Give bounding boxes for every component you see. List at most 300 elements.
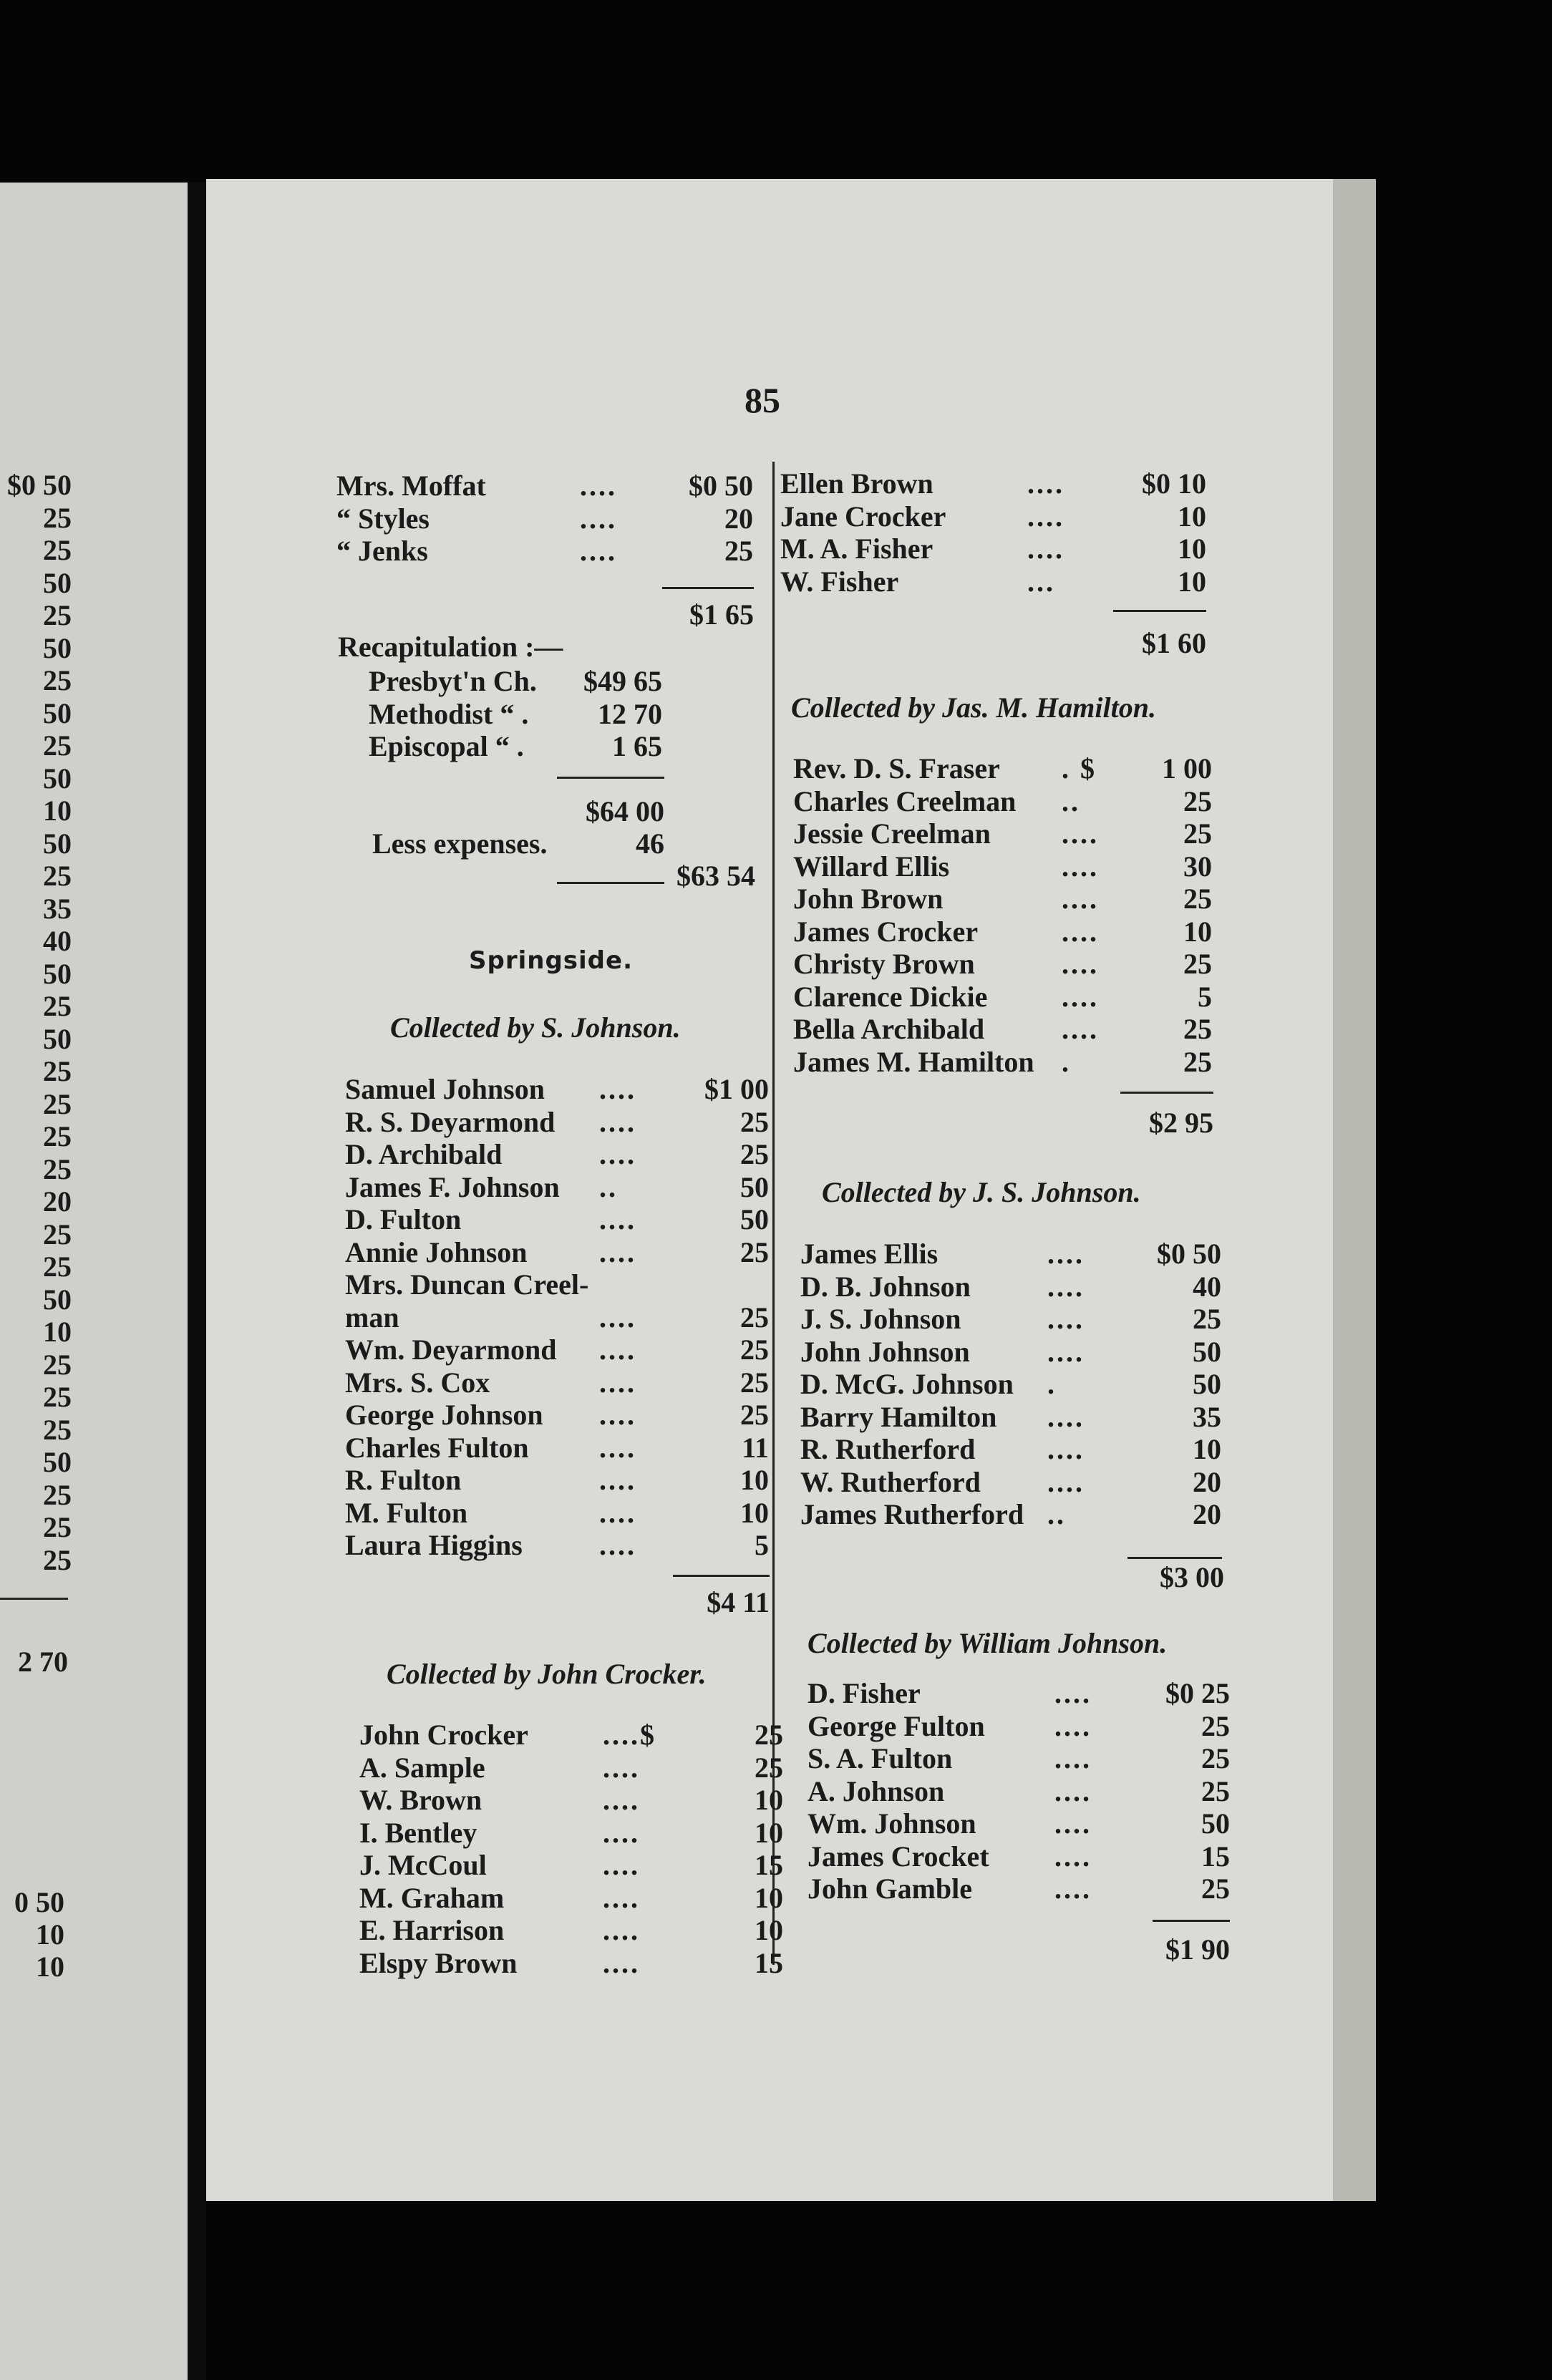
entry-amount: 25 (1201, 1774, 1230, 1807)
entry-amount: 15 (1201, 1840, 1230, 1873)
entry-amount: 12 70 (598, 697, 662, 730)
entry-amount: 10 (1178, 565, 1206, 598)
entry-amount: $49 65 (583, 665, 662, 697)
entry-amount: 10 (755, 1784, 783, 1816)
entry-name: D. Archibald (345, 1138, 503, 1170)
list-item (345, 1398, 769, 1431)
list-item (793, 915, 1212, 948)
entry-name: John Gamble (807, 1873, 973, 1905)
previous-page-amount: 10 (43, 1316, 72, 1348)
previous-page-amount: 10 (36, 1951, 64, 1983)
william-list (807, 1676, 1230, 1905)
entry-name: James Crocker (793, 915, 979, 948)
entry-amount: 11 (742, 1431, 769, 1464)
previous-page-amount: 25 (43, 501, 72, 534)
entry-amount: 25 (1183, 948, 1212, 980)
entry-name: Clarence Dickie (793, 980, 988, 1013)
previous-page-amounts (0, 469, 72, 1576)
entry-amount: 30 (1183, 850, 1212, 883)
list-item (345, 1137, 769, 1170)
js-johnson-list (800, 1237, 1221, 1530)
entry-name: man (345, 1301, 399, 1334)
entry-name: James Crocket (807, 1840, 989, 1873)
previous-page-amount: 35 (43, 892, 72, 925)
list-item (800, 1465, 1221, 1498)
leader-dots: .... (1047, 1433, 1085, 1465)
list-item (807, 1840, 1230, 1873)
johnson-list (345, 1072, 769, 1561)
entry-name: John Brown (793, 883, 944, 915)
moffat-total-rule (662, 587, 754, 589)
list-item (793, 752, 1212, 785)
list-item (345, 1431, 769, 1464)
entry-amount: 25 (1183, 817, 1212, 850)
entry-amount: 20 (724, 502, 753, 535)
leader-dots: .... (1054, 1677, 1092, 1709)
leader-dots: .... (603, 1751, 640, 1784)
list-item (345, 1268, 769, 1301)
leader-dots: ... (1027, 565, 1055, 598)
previous-page-amount: 50 (43, 1283, 72, 1316)
entry-name: Annie Johnson (345, 1235, 528, 1268)
list-item (345, 1105, 769, 1138)
previous-page-amount: 25 (43, 1055, 72, 1087)
list-item (780, 500, 1206, 533)
previous-page-amount: 25 (43, 534, 72, 566)
william-total-rule (1153, 1920, 1230, 1922)
list-item (359, 1751, 783, 1784)
previous-page-rule (0, 1598, 68, 1600)
entry-amount: 35 (1193, 1400, 1221, 1433)
list-item (369, 729, 662, 762)
entry-name: M. A. Fisher (780, 533, 933, 565)
entry-name: John Johnson (800, 1335, 970, 1368)
entry-amount: 15 (755, 1946, 783, 1979)
moffat-list (336, 469, 753, 567)
list-item (345, 1301, 769, 1334)
less-expenses-label: Less expenses. (372, 827, 548, 860)
top-right-total-rule (1113, 610, 1206, 612)
list-item (800, 1367, 1221, 1400)
list-item (780, 532, 1206, 565)
list-item (793, 882, 1212, 915)
js-johnson-total-rule (1127, 1557, 1222, 1559)
previous-page-amount: 25 (43, 1250, 72, 1283)
entry-name: D. B. Johnson (800, 1270, 971, 1303)
list-item (359, 1816, 783, 1849)
previous-page-amount: 25 (43, 729, 72, 762)
entry-amount: 25 (740, 1105, 769, 1138)
entry-amount: 10 (1183, 915, 1212, 948)
list-item (793, 785, 1212, 817)
leader-dots: .... (1062, 1013, 1099, 1045)
list-item (793, 850, 1212, 883)
leader-dots: .... (1047, 1238, 1085, 1270)
list-item (345, 1203, 769, 1235)
entry-amount: 10 (1178, 533, 1206, 565)
section-heading-springside: Springside. (469, 946, 633, 975)
leader-dots: .... (599, 1496, 636, 1529)
list-item (345, 1366, 769, 1399)
entry-amount: 15 (755, 1849, 783, 1881)
leader-dots: .... (1054, 1807, 1092, 1840)
entry-amount: 10 (740, 1464, 769, 1496)
entry-name: Mrs. Moffat (336, 470, 486, 502)
leader-dots: .... (580, 502, 617, 535)
heading-collected-john-crocker: Collected by John Crocker. (387, 1658, 707, 1690)
entry-name: “ Jenks (336, 535, 428, 567)
entry-name: M. Fulton (345, 1496, 468, 1529)
entry-amount: $0 25 (1165, 1677, 1230, 1709)
leader-dots: .... (599, 1301, 636, 1334)
previous-page-amount: 10 (36, 1918, 64, 1951)
list-item (359, 1946, 783, 1979)
recap-total: $64 00 (586, 795, 664, 827)
list-item (336, 469, 753, 502)
list-item (793, 980, 1212, 1013)
entry-amount: 25 (755, 1719, 783, 1751)
entry-name: J. McCoul (359, 1849, 487, 1881)
entry-amount: 25 (1183, 1013, 1212, 1045)
previous-page-amount: 50 (43, 566, 72, 599)
entry-amount: 50 (1201, 1807, 1230, 1840)
entry-amount: 1 65 (612, 730, 662, 762)
previous-page-amount: 50 (43, 957, 72, 990)
net-total: $63 54 (676, 860, 755, 892)
entry-name: W. Brown (359, 1784, 482, 1816)
book-gutter (188, 183, 206, 2380)
list-item (345, 1333, 769, 1366)
leader-dots: .... (599, 1464, 636, 1496)
entry-name: R. S. Deyarmond (345, 1105, 556, 1138)
list-item (359, 1848, 783, 1881)
entry-amount: 20 (1193, 1465, 1221, 1498)
previous-page-amount: 50 (43, 762, 72, 795)
entry-amount: 5 (1198, 980, 1212, 1013)
entry-name: James M. Hamilton (793, 1045, 1034, 1078)
previous-page-lower-amounts (0, 1886, 64, 1983)
list-item (807, 1807, 1230, 1840)
leader-dots: . (1047, 1368, 1057, 1400)
leader-dots: .... (603, 1946, 640, 1979)
list-item (345, 1496, 769, 1529)
entry-amount: 50 (740, 1170, 769, 1203)
entry-name: Charles Fulton (345, 1431, 529, 1464)
list-item (807, 1676, 1230, 1709)
leader-dots: . $ (1062, 752, 1097, 785)
leader-dots: .... (580, 470, 617, 502)
entry-name: D. Fulton (345, 1203, 462, 1235)
entry-amount: 10 (755, 1881, 783, 1914)
previous-page-amount: 25 (43, 664, 72, 696)
leader-dots: .... (599, 1529, 636, 1561)
list-item (345, 1072, 769, 1105)
entry-name: Bella Archibald (793, 1013, 985, 1045)
leader-dots: .... (1047, 1303, 1085, 1335)
entry-amount: 25 (1201, 1709, 1230, 1742)
leader-dots: .. (1047, 1498, 1066, 1530)
entry-name: Mrs. S. Cox (345, 1366, 490, 1399)
entry-name: George Fulton (807, 1709, 985, 1742)
top-right-list (780, 467, 1206, 597)
entry-amount: 25 (1201, 1742, 1230, 1774)
entry-amount: 50 (740, 1203, 769, 1235)
entry-amount: $0 50 (689, 470, 753, 502)
list-item (807, 1872, 1230, 1905)
entry-amount: 25 (1183, 785, 1212, 817)
entry-name: D. McG. Johnson (800, 1368, 1014, 1400)
entry-amount: 10 (1178, 500, 1206, 533)
previous-page-amount: 50 (43, 1022, 72, 1055)
leader-dots: ....$ (603, 1719, 656, 1751)
leader-dots: .... (1047, 1465, 1085, 1498)
previous-page-amount: 50 (43, 631, 72, 664)
johnson-total-rule (673, 1575, 770, 1577)
leader-dots: .... (603, 1849, 640, 1881)
entry-name: Episcopal “ . (369, 730, 524, 762)
leader-dots: .... (1054, 1873, 1092, 1905)
list-item (345, 1235, 769, 1268)
entry-amount: 25 (740, 1138, 769, 1170)
list-item (807, 1742, 1230, 1774)
entry-amount: 25 (755, 1751, 783, 1784)
entry-name: A. Johnson (807, 1774, 945, 1807)
entry-amount: 25 (740, 1235, 769, 1268)
list-item (369, 664, 662, 697)
entry-amount: 25 (740, 1399, 769, 1431)
list-item (780, 467, 1206, 500)
previous-page-amount: 50 (43, 1446, 72, 1478)
net-total-rule (557, 882, 664, 884)
leader-dots: .... (1027, 533, 1064, 565)
list-item (793, 1012, 1212, 1045)
previous-page-amount: 25 (43, 599, 72, 631)
list-item (345, 1170, 769, 1203)
entry-name: E. Harrison (359, 1914, 505, 1946)
previous-page-amount: 50 (43, 827, 72, 860)
page-edge (1333, 179, 1376, 2201)
heading-collected-s-johnson: Collected by S. Johnson. (390, 1011, 681, 1044)
leader-dots: .... (603, 1914, 640, 1946)
js-johnson-total: $3 00 (1160, 1561, 1224, 1593)
previous-page-amount: 10 (43, 795, 72, 827)
list-item (359, 1881, 783, 1914)
list-item (800, 1237, 1221, 1270)
entry-name: James Rutherford (800, 1498, 1024, 1530)
entry-name: George Johnson (345, 1399, 543, 1431)
entry-name: Jessie Creelman (793, 817, 991, 850)
entry-name: Wm. Deyarmond (345, 1334, 557, 1366)
entry-name: Elspy Brown (359, 1946, 518, 1979)
previous-page-amount: 25 (43, 1413, 72, 1446)
entry-name: Rev. D. S. Fraser (793, 752, 1000, 785)
previous-page-amount: 25 (43, 1348, 72, 1381)
list-item (800, 1400, 1221, 1433)
william-total: $1 90 (1165, 1933, 1230, 1966)
leader-dots: .... (603, 1816, 640, 1849)
list-item (793, 947, 1212, 980)
entry-name: Methodist “ . (369, 697, 529, 730)
entry-name: J. S. Johnson (800, 1303, 961, 1335)
entry-name: Barry Hamilton (800, 1400, 997, 1433)
list-item (369, 697, 662, 730)
previous-page-amount: $0 50 (7, 469, 72, 501)
entry-amount: 25 (1183, 1045, 1212, 1078)
page-number: 85 (745, 380, 780, 420)
list-item (807, 1774, 1230, 1807)
entry-name: John Crocker (359, 1719, 528, 1751)
top-right-total: $1 60 (1142, 627, 1206, 659)
list-item (336, 502, 753, 535)
list-item (780, 565, 1206, 598)
leader-dots: .... (599, 1431, 636, 1464)
list-item (800, 1335, 1221, 1368)
leader-dots: .... (1062, 915, 1099, 948)
leader-dots: .... (599, 1235, 636, 1268)
leader-dots: .... (1027, 467, 1064, 500)
previous-page-amount: 25 (43, 1381, 72, 1413)
entry-amount: $0 50 (1157, 1238, 1221, 1270)
leader-dots: .... (603, 1881, 640, 1914)
entry-amount: 10 (755, 1914, 783, 1946)
previous-page-amount: 25 (43, 1120, 72, 1152)
list-item (359, 1718, 783, 1751)
previous-page-amount: 50 (43, 696, 72, 729)
entry-name: A. Sample (359, 1751, 485, 1784)
previous-page-total: 2 70 (18, 1646, 68, 1678)
list-item (359, 1783, 783, 1816)
leader-dots: .... (599, 1203, 636, 1235)
leader-dots: .... (1062, 980, 1099, 1013)
list-item (800, 1302, 1221, 1335)
leader-dots: .... (1062, 817, 1099, 850)
entry-amount: 25 (740, 1301, 769, 1334)
leader-dots: .. (1062, 785, 1080, 817)
entry-amount: 10 (755, 1816, 783, 1849)
entry-name: James Ellis (800, 1238, 939, 1270)
previous-page-amount: 25 (43, 990, 72, 1022)
leader-dots: .... (1062, 850, 1099, 883)
entry-amount: 20 (1193, 1498, 1221, 1530)
hamilton-total-rule (1120, 1092, 1213, 1094)
leader-dots: .... (1054, 1774, 1092, 1807)
previous-page-amount: 25 (43, 1511, 72, 1543)
entry-name: S. A. Fulton (807, 1742, 953, 1774)
leader-dots: .... (599, 1399, 636, 1431)
leader-dots: . (1062, 1045, 1071, 1078)
entry-amount: 50 (1193, 1368, 1221, 1400)
johnson-total: $4 11 (707, 1586, 770, 1618)
entry-name: Christy Brown (793, 948, 975, 980)
previous-page-amount: 25 (43, 860, 72, 892)
hamilton-list (793, 752, 1212, 1077)
leader-dots: .... (1062, 948, 1099, 980)
list-item (800, 1270, 1221, 1303)
entry-name: James F. Johnson (345, 1170, 560, 1203)
entry-amount: 10 (1193, 1433, 1221, 1465)
entry-name: R. Rutherford (800, 1433, 976, 1465)
leader-dots: .... (603, 1784, 640, 1816)
previous-page-amount: 0 50 (14, 1886, 64, 1918)
entry-amount: 10 (740, 1496, 769, 1529)
previous-page-amount: 25 (43, 1087, 72, 1120)
heading-collected-jas-hamilton: Collected by Jas. M. Hamilton. (791, 691, 1156, 724)
previous-page-amount: 25 (43, 1478, 72, 1511)
list-item (336, 534, 753, 567)
entry-amount: 1 00 (1162, 752, 1212, 785)
entry-name: Laura Higgins (345, 1529, 523, 1561)
list-item (800, 1497, 1221, 1530)
leader-dots: .... (599, 1105, 636, 1138)
list-item (793, 817, 1212, 850)
previous-page-amount: 25 (43, 1218, 72, 1250)
leader-dots: .... (1047, 1270, 1085, 1303)
recap-heading: Recapitulation :— (338, 631, 563, 663)
crocker-list (359, 1718, 783, 1978)
list-item (359, 1913, 783, 1946)
less-expenses-amount: 46 (636, 827, 664, 860)
entry-name: Presbyt'n Ch. (369, 665, 537, 697)
moffat-total: $1 65 (689, 598, 754, 631)
entry-amount: 50 (1193, 1335, 1221, 1368)
leader-dots: .... (1054, 1709, 1092, 1742)
entry-amount: 5 (755, 1529, 769, 1561)
leader-dots: .... (599, 1073, 636, 1105)
entry-amount: 25 (740, 1366, 769, 1399)
leader-dots: .... (1047, 1335, 1085, 1368)
entry-name: Mrs. Duncan Creel- (345, 1268, 589, 1301)
entry-amount: 25 (1193, 1303, 1221, 1335)
entry-name: Samuel Johnson (345, 1073, 545, 1105)
entry-name: Ellen Brown (780, 467, 933, 500)
leader-dots: .... (599, 1366, 636, 1399)
recap-list (369, 664, 662, 762)
leader-dots: .... (1054, 1742, 1092, 1774)
list-item (345, 1463, 769, 1496)
entry-name: “ Styles (336, 502, 430, 535)
leader-dots: .... (1047, 1400, 1085, 1433)
leader-dots: .... (580, 535, 617, 567)
leader-dots: .... (1027, 500, 1064, 533)
entry-amount: 25 (740, 1334, 769, 1366)
entry-name: I. Bentley (359, 1816, 477, 1849)
leader-dots: .... (1054, 1840, 1092, 1873)
entry-name: D. Fisher (807, 1677, 921, 1709)
list-item (807, 1709, 1230, 1742)
entry-name: M. Graham (359, 1881, 505, 1914)
entry-amount: 25 (1201, 1873, 1230, 1905)
heading-collected-js-johnson: Collected by J. S. Johnson. (822, 1176, 1141, 1208)
leader-dots: .... (599, 1334, 636, 1366)
entry-amount: $1 00 (704, 1073, 769, 1105)
entry-amount: 25 (724, 535, 753, 567)
entry-amount: 40 (1193, 1270, 1221, 1303)
leader-dots: .... (1062, 883, 1099, 915)
leader-dots: .... (599, 1138, 636, 1170)
entry-name: W. Fisher (780, 565, 899, 598)
heading-collected-william-johnson: Collected by William Johnson. (807, 1627, 1168, 1659)
recap-rule (557, 777, 664, 779)
list-item (800, 1432, 1221, 1465)
previous-page-amount: 20 (43, 1185, 72, 1218)
entry-name: Wm. Johnson (807, 1807, 976, 1840)
entry-name: W. Rutherford (800, 1465, 981, 1498)
previous-page-amount: 40 (43, 925, 72, 957)
list-item (345, 1528, 769, 1561)
entry-name: Charles Creelman (793, 785, 1017, 817)
previous-page-amount: 25 (43, 1152, 72, 1185)
hamilton-total: $2 95 (1149, 1107, 1213, 1139)
